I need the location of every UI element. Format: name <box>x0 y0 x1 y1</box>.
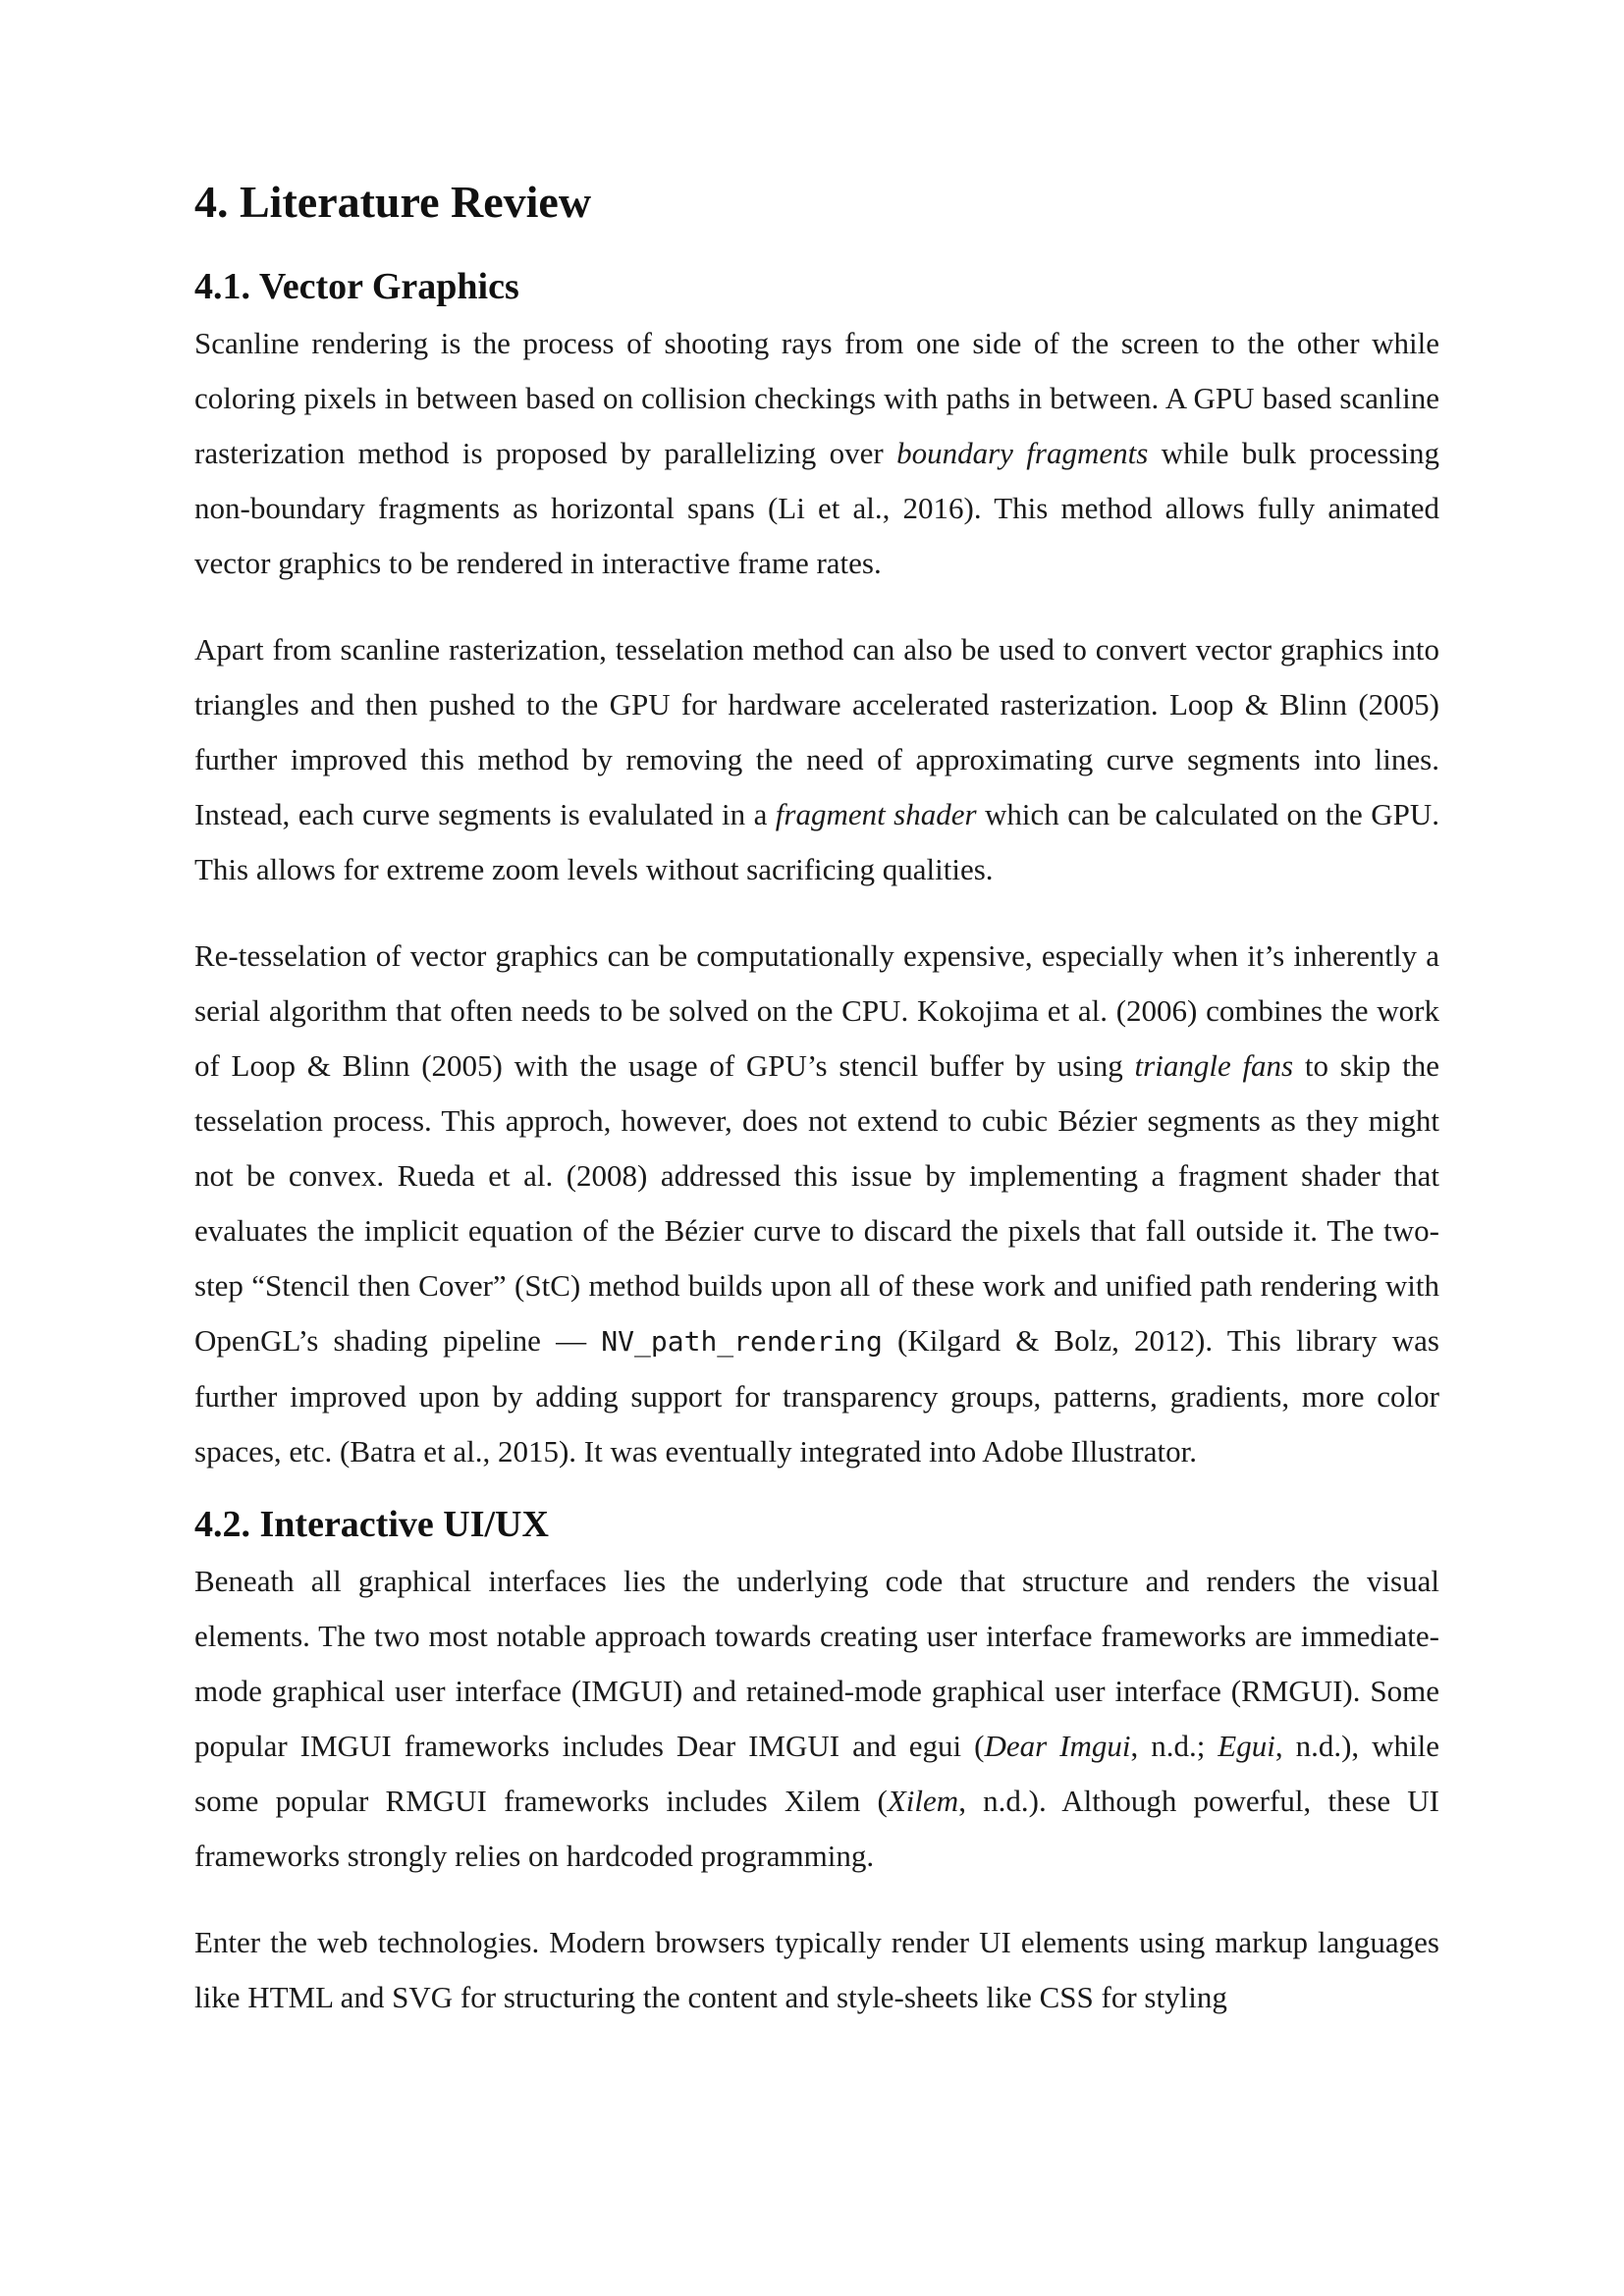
emphasis-text: fragment shader <box>775 797 977 831</box>
emphasis-text: triangle fans <box>1134 1048 1294 1083</box>
text-run: , n.d.; <box>1130 1729 1218 1763</box>
text-run: which can be calculated on the GPU. This allows for extreme zoom levels without sacrificing qualities. <box>194 797 1440 886</box>
text-run: Scanline rendering is the process of shooting rays from one side of the screen to the other while coloring pixels in between based on collision checkings with paths in between. A GPU based scanline rasterization method is proposed by parallelizing over <box>194 326 1439 470</box>
text-run: Enter the web technologies. Modern browsers typically render UI elements using markup languages like HTML and SVG for structuring the content and style-sheets like CSS for styling <box>194 1925 1439 2014</box>
emphasis-text: Xilem <box>887 1784 959 1818</box>
chapter-title: 4. Literature Review <box>194 177 592 227</box>
section-heading-vector-graphics: 4.1. Vector Graphics <box>194 266 519 307</box>
emphasis-text: Egui <box>1218 1729 1275 1763</box>
emphasis-text: boundary fragments <box>896 436 1149 470</box>
page <box>194 175 1439 2025</box>
paragraph-web-technologies <box>194 1915 1439 2025</box>
section-heading-interactive-ui-ux: 4.2. Interactive UI/UX <box>194 1504 549 1545</box>
text-run: while bulk processing non-boundary fragments as horizontal spans (Li et al., 2016). This method allows fully animated vector graphics to be rendered in interactive frame rates. <box>194 436 1439 580</box>
text-run: to skip the tesselation process. This approch, however, does not extend to cubic Bézier segments as they might not be convex. Rueda et al. (2008) addressed this issue by implementing a fragment shader that evaluates the implicit equation of the Bézier curve to discard the pixels that fall outside it. The two-step “Stencil then Cover” (StC) method builds upon all of these work and unified path rendering with OpenGL’s shading pipeline — <box>194 1048 1439 1358</box>
text-run: Beneath all graphical interfaces lies the underlying code that structure and renders the visual elements. The two most notable approach towards creating user interface frameworks are immediate-mode graphical user interface (IMGUI) and retained-mode graphical user interface (RMGUI). Some popular IMGUI frameworks includes Dear IMGUI and egui ( <box>194 1564 1439 1763</box>
paragraph-scanline-rendering <box>194 316 1439 591</box>
emphasis-text: Dear Imgui <box>984 1729 1131 1763</box>
text-run: , n.d.). Although powerful, these UI frameworks strongly relies on hardcoded programming. <box>194 1784 1439 1873</box>
text-run: , n.d.), while some popular RMGUI frameworks includes Xilem ( <box>194 1729 1439 1818</box>
text-run: Re-tesselation of vector graphics can be computationally expensive, especially when it’s inherently a serial algorithm that often needs to be solved on the CPU. Kokojima et al. (2006) combines the work of Loop & Blinn (2005) with the usage of GPU’s stencil buffer by using <box>194 938 1439 1083</box>
code-text: NV_path_rendering <box>601 1325 883 1358</box>
paragraph-ui-frameworks <box>194 1554 1439 1884</box>
text-run: Apart from scanline rasterization, tesselation method can also be used to convert vector graphics into triangles and then pushed to the GPU for hardware accelerated rasterization. Loop & Blinn (2005) further improved this method by removing the need of approximating curve segments into lines. Instead, each curve segments is evalulated in a <box>194 632 1439 831</box>
paragraph-tesselation <box>194 622 1439 897</box>
text-run: (Kilgard & Bolz, 2012). This library was further improved upon by adding support for transparency groups, patterns, gradients, more color spaces, etc. (Batra et al., 2015). It was eventually integrated into Adobe Illustrator. <box>194 1323 1439 1468</box>
paragraph-re-tesselation <box>194 929 1439 1479</box>
